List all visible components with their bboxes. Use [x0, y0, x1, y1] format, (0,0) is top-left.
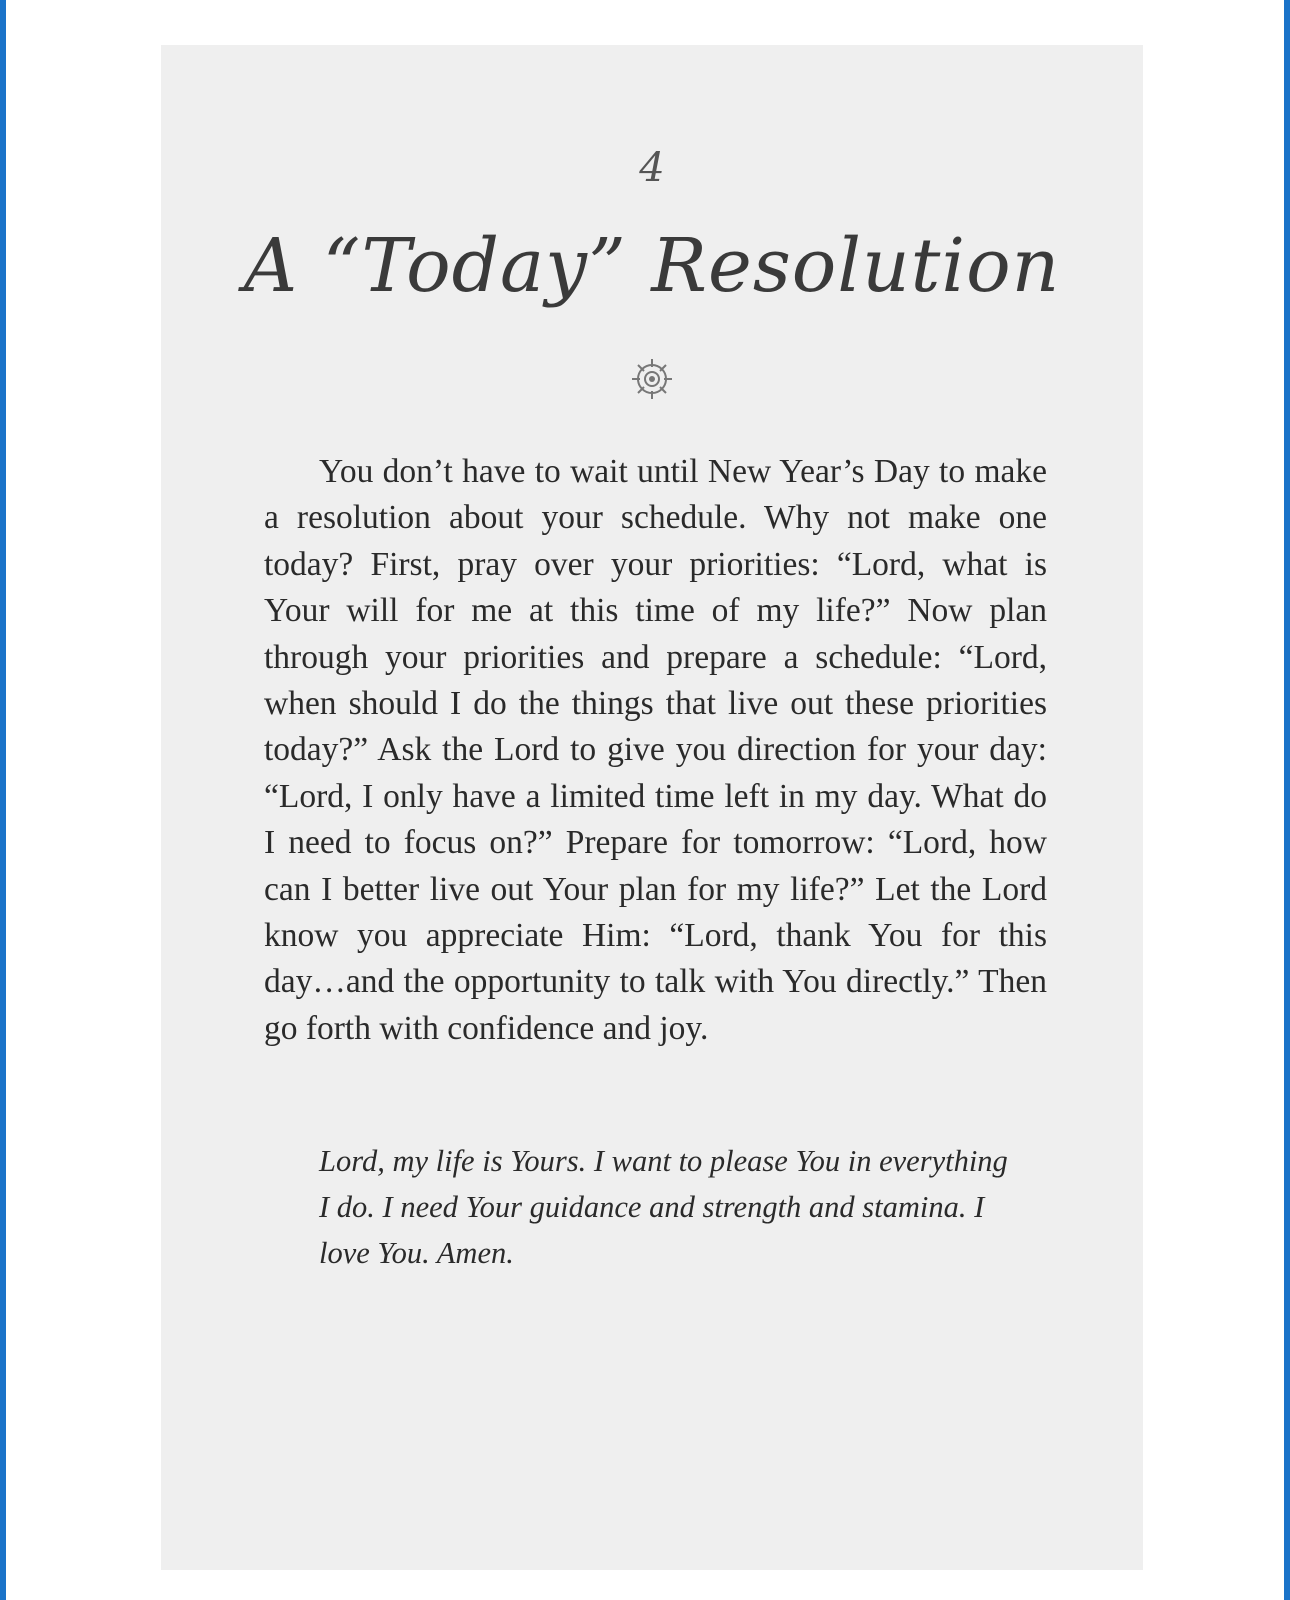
book-page — [161, 45, 1143, 1570]
body-paragraph: You don’t have to wait until New Year’s Day to make a resolution about your schedule. Why not make one today? First, pray over your priorities: “Lord, what is Your will for me at this time of my life?” Now plan through your priorities and prepare a schedule: “Lord, when should I do the things that live out these priorities today?” Ask the Lord to give you direction for your day: “Lord, I only have a limited time left in my day. What do I need to focus on?” Prepare for tomorrow: “Lord, how can I better live out Your plan for my life?” Let the Lord know you appreciate Him: “Lord, thank You for this day…and the opportunity to talk with You directly.” Then go forth with confidence and joy. — [264, 453, 1047, 1047]
chapter-number: 4 — [639, 145, 665, 191]
floral-ornament-icon — [630, 357, 674, 401]
chapter-title: A “Today” Resolution — [243, 223, 1061, 309]
prayer-paragraph: Lord, my life is Yours. I want to please You in everything I do. I need Your guidance and strength and stamina. I love You. Amen. — [319, 1144, 1008, 1270]
